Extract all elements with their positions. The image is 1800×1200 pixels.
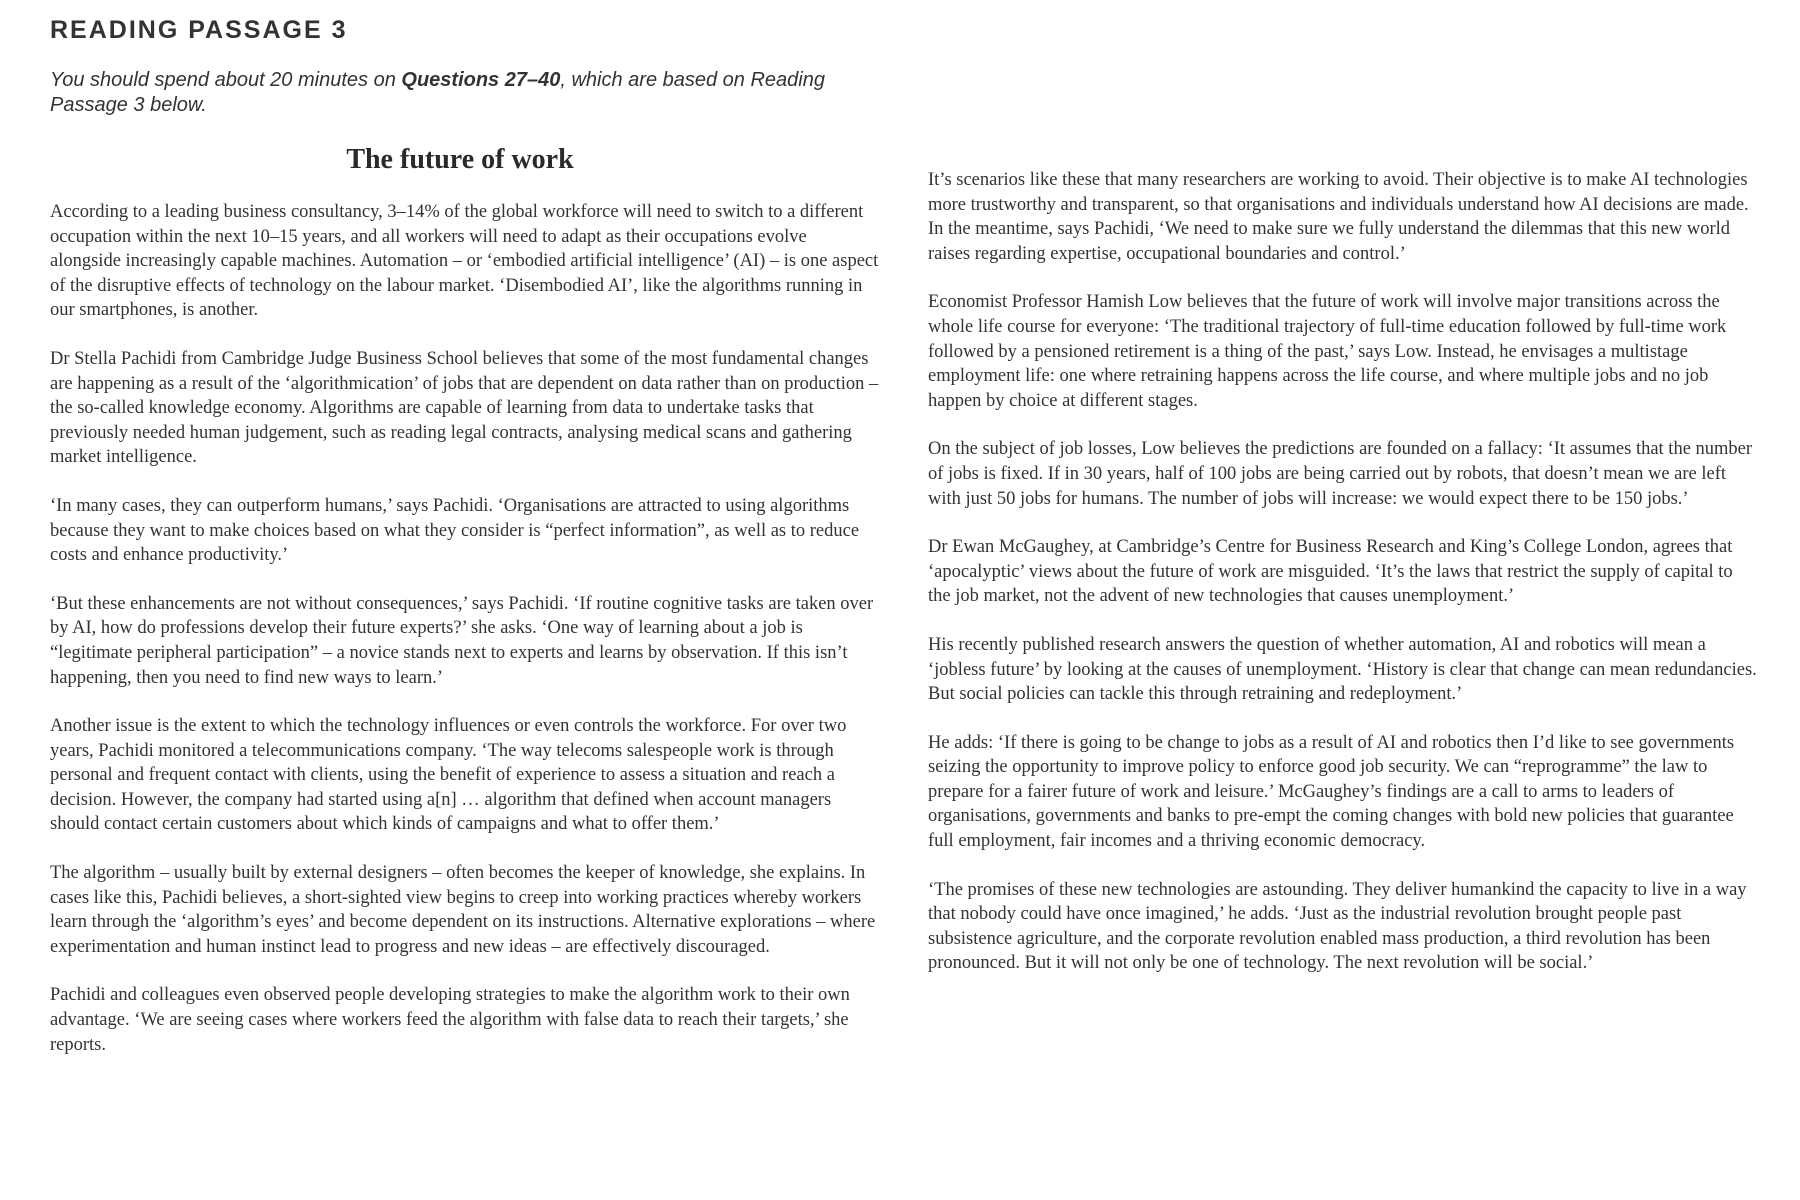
paragraph: Dr Stella Pachidi from Cambridge Judge Business School believes that some of the most fundamental changes are happening as a result of the ‘algorithmication’ of jobs that are dependent on data rather than on production – the so-called knowledge economy. Algorithms are capable of learning from data to undertake tasks that previously needed human judgement, such as reading legal contracts, analysing medical scans and gathering market intelligence. [50, 348, 879, 468]
paragraph: According to a leading business consultancy, 3–14% of the global workforce will need to switch to a different occupation within the next 10–15 years, and all workers will need to adapt as their occupations evolve alongside increasingly capable machines. Automation – or ‘embodied artificial intelligence’ (AI) – is one aspect of the disruptive effects of technology on the labour market. ‘Disembodied AI’, like the algorithms running in our smartphones, is another. [50, 202, 879, 321]
paragraph: ‘In many cases, they can outperform humans,’ says Pachidi. ‘Organisations are attracted to using algorithms because they want to make choices based on what they consider is “perfect information”, as well as to reduce costs and enhance productivity.’ [50, 495, 860, 566]
instruction-questions-range: Questions 27–40 [401, 69, 561, 91]
instruction-text [50, 68, 880, 118]
paragraph: On the subject of job losses, Low believes the predictions are founded on a fallacy: ‘It assumes that the number of jobs is fixed. If in 30 years, half of 100 jobs are being carried out by robots, that doesn’t mean we are left with just 50 jobs for humans. The number of jobs will increase: we would expect there to be 150 jobs.’ [928, 439, 1753, 509]
paragraph: ‘The promises of these new technologies are astounding. They deliver humankind the capacity to live in a way that nobody could have once imagined,’ he adds. ‘Just as the industrial revolution brought people past subsistence agriculture, and the corporate revolution enabled mass production, a third revolution has been pronounced. But it will not only be one of technology. The next revolution will be social.’ [928, 879, 1747, 974]
paragraph: Pachidi and colleagues even observed people developing strategies to make the algorithm work to their own advantage. ‘We are seeing cases where workers feed the algorithm with false data to reach their targets,’ she reports. [50, 985, 850, 1055]
right-column [928, 168, 1758, 1000]
paragraph: He adds: ‘If there is going to be change to jobs as a result of AI and robotics then I’d like to see governments seizing the opportunity to improve policy to enforce good job security. We can “reprogramme” the law to prepare for a fairer future of work and leisure.’ McGaughey’s findings are a call to arms to leaders of organisations, governments and banks to pre-empt the coming changes with bold new policies that guarantee full employment, fair incomes and a thriving economic democracy. [928, 732, 1735, 852]
paragraph: Economist Professor Hamish Low believes that the future of work will involve major transitions across the whole life course for everyone: ‘The traditional trajectory of full-time education followed by full-time work followed by a pensioned retirement is a thing of the past,’ says Low. Instead, he envisages a multistage employment life: one where retraining happens across the life course, and where multiple jobs and no job happen by choice at different stages. [928, 292, 1727, 411]
section-heading: READING PASSAGE 3 [50, 16, 348, 44]
paragraph: It’s scenarios like these that many researchers are working to avoid. Their objective is to make AI technologies more trustworthy and transparent, so that organisations and individuals understand how AI decisions are made. In the meantime, says Pachidi, ‘We need to make sure we fully understand the dilemmas that this new world raises regarding expertise, occupational boundaries and control.’ [928, 170, 1749, 264]
instruction-text-start: You should spend about 20 minutes on [50, 69, 402, 91]
instruction-text-end: , which are based on Reading Passage 3 below. [50, 69, 825, 116]
paragraph: His recently published research answers the question of whether automation, AI and robotics will mean a ‘jobless future’ by looking at the causes of unemployment. ‘History is clear that change can mean redundancies. But social policies can tackle this through retraining and redeployment.’ [928, 634, 1757, 705]
left-column [50, 200, 880, 1081]
paragraph: ‘But these enhancements are not without consequences,’ says Pachidi. ‘If routine cognitive tasks are taken over by AI, how do professions develop their future experts?’ she asks. ‘One way of learning about a job is “legitimate peripheral participation” – a novice stands next to experts and learns by observation. If this isn’t happening, then you need to find new ways to learn.’ [50, 593, 874, 688]
paragraph: Another issue is the extent to which the technology influences or even controls the workforce. For over two years, Pachidi monitored a telecommunications company. ‘The way telecoms salespeople work is through personal and frequent contact with clients, using the benefit of experience to assess a situation and reach a decision. However, the company had started using a[n] … algorithm that defined when account managers should contact certain customers about which kinds of campaigns and what to offer them.’ [50, 716, 847, 835]
article-title: The future of work [346, 144, 574, 175]
paragraph: The algorithm – usually built by external designers – often becomes the keeper of knowledge, she explains. In cases like this, Pachidi believes, a short-sighted view begins to creep into working practices whereby workers learn through the ‘algorithm’s eyes’ and become dependent on its instructions. Alternative explorations – where experimentation and human instinct lead to progress and new ideas – are effectively discouraged. [50, 863, 876, 957]
paragraph: Dr Ewan McGaughey, at Cambridge’s Centre for Business Research and King’s College London, agrees that ‘apocalyptic’ views about the future of work are misguided. ‘It’s the laws that restrict the supply of capital to the job market, not the advent of new technologies that causes unemployment.’ [928, 537, 1733, 607]
